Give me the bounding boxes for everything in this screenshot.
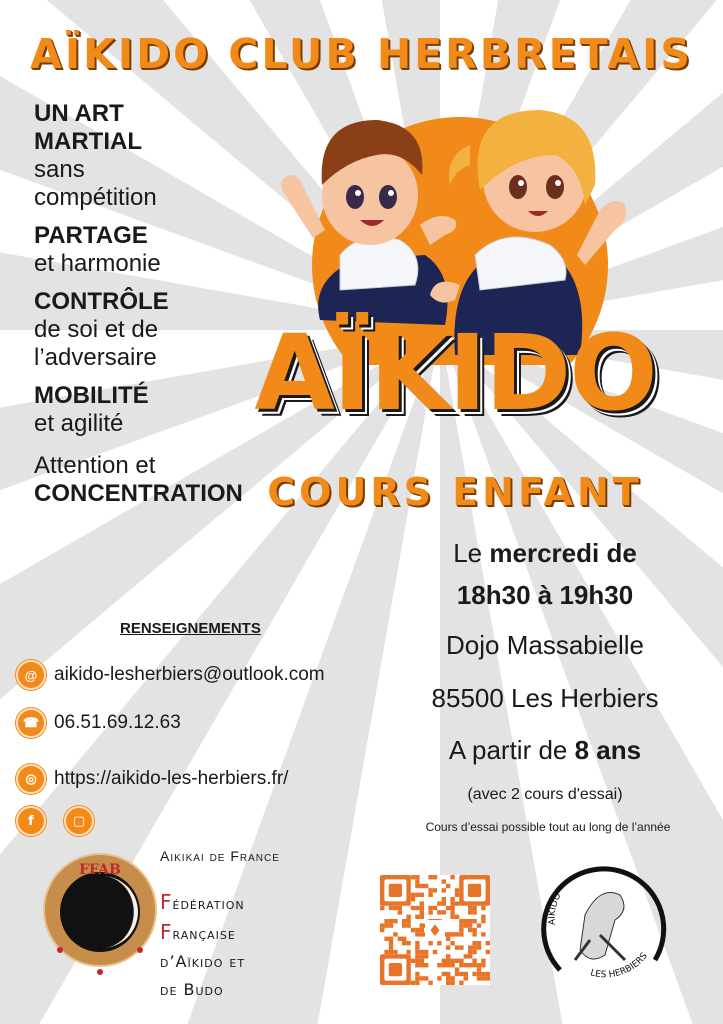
value-bold: PARTAGE [34,222,148,249]
value-normal: et agilité [34,410,124,437]
schedule-age [400,735,690,766]
ffab-logo-text: FFAB [79,862,121,878]
globe-icon: ◎ [16,764,46,794]
value-partage [34,222,294,278]
value-bold: CONCENTRATION [34,480,243,507]
value-bold: CONTRÔLE [34,288,169,315]
schedule-time: 18h30 à 19h30 [456,580,634,610]
hero-title: AÏKIDO [254,312,656,434]
club-logo-bottom-text: LES HERBIERS [589,951,650,981]
contact-heading: RENSEIGNEMENTS [120,620,261,637]
age-prefix: A partir de [448,735,575,765]
value-bold: MOBILITÉ [34,382,149,409]
schedule-place: Dojo Massabielle [446,630,644,660]
dino-icon: ♦ [427,921,443,940]
instagram-icon[interactable]: ▢ [64,806,94,836]
svg-text:AÏKIDO [547,892,564,926]
value-art-martial [34,100,294,212]
contact-email[interactable]: aikido-lesherbiers@outlook.com [54,664,325,685]
hero-subtitle: COURS ENFANT [267,470,643,514]
ffab-line: Française [160,920,236,944]
trial-note: Cours d’essai possible tout au long de l’année [425,820,671,834]
contact-phone-row[interactable] [16,708,181,738]
day-prefix: Le [453,538,490,568]
ffab-tagline: Aikikai de France [160,848,280,864]
age-bold: 8 ans [574,735,642,765]
contact-email-row[interactable] [16,660,325,690]
schedule-day [400,538,690,569]
day-bold: mercredi de [489,538,637,568]
values-list [34,100,294,518]
ffab-line: d’Aïkido et [160,952,246,971]
phone-icon: ☎ [16,708,46,738]
value-normal: Attention et [34,452,156,479]
value-bold: UN ART MARTIAL [34,100,142,155]
club-logo-top-text: AÏKIDO [547,891,564,926]
social-icons [16,806,102,836]
at-icon: @ [16,660,46,690]
contact-phone[interactable]: 06.51.69.12.63 [54,712,181,733]
ffab-line: Fédération [160,890,245,914]
value-normal: sans compétition [34,156,157,211]
ffab-line: de Budo [160,980,224,999]
contact-website-row[interactable] [16,764,288,794]
facebook-icon[interactable]: f [16,806,46,836]
value-normal: et harmonie [34,250,161,277]
ffab-name [160,888,245,1004]
ffab-logo [40,850,160,980]
value-normal: de soi et de l’adversaire [34,316,159,371]
contact-website[interactable]: https://aikido-les-herbiers.fr/ [54,768,289,789]
club-title: AÏKIDO CLUB HERBRETAIS [30,30,693,78]
qr-code[interactable] [380,875,490,985]
club-logo [530,845,680,995]
schedule-trial: (avec 2 cours d'essai) [467,786,623,803]
schedule-city: 85500 Les Herbiers [431,683,659,713]
